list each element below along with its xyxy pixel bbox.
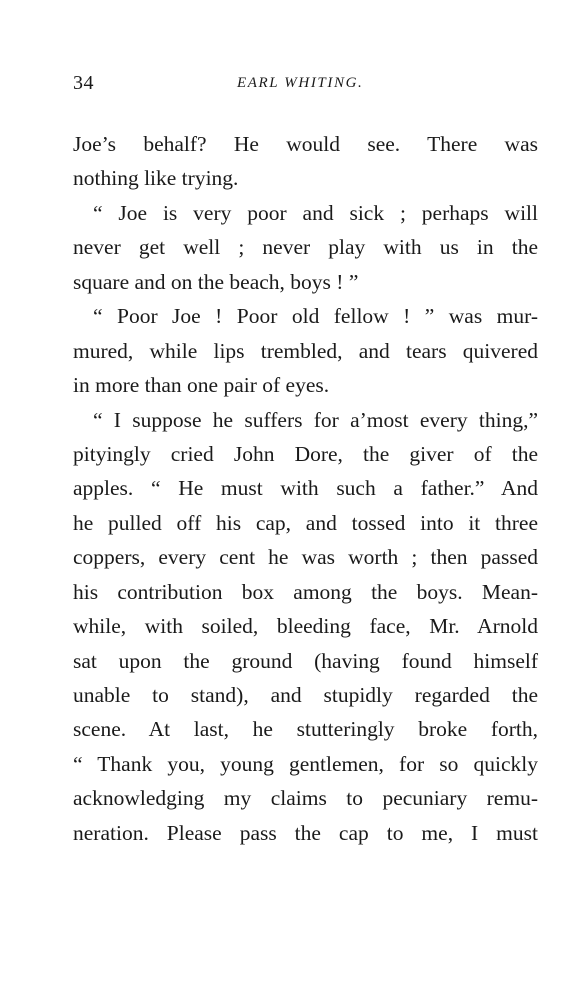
page-number: 34 — [73, 72, 94, 94]
text-line: in more than one pair of eyes. — [73, 373, 330, 398]
text-line: coppers, every cent he was worth ; then passed — [73, 545, 538, 570]
text-line: apples. “ He must with such a father.” And — [73, 476, 538, 501]
text-line: Joe’s behalf? He would see. There was — [73, 132, 538, 156]
text-line: “ I suppose he suffers for a’most every thing,” — [93, 407, 538, 432]
running-title: EARL WHITING. — [237, 75, 364, 91]
text-line: “ Thank you, young gentlemen, for so quickly — [73, 751, 538, 776]
text-line: while, with soiled, bleeding face, Mr. Arnold — [73, 614, 538, 639]
text-line: “ Joe is very poor and sick ; perhaps will — [93, 200, 538, 225]
text-line: scene. At last, he stutteringly broke forth, — [73, 717, 538, 742]
text-line: never get well ; never play with us in the — [73, 235, 538, 260]
text-line: his contribution box among the boys. Mean- — [73, 579, 538, 604]
text-line: nothing like trying. — [73, 166, 239, 191]
text-line: mured, while lips trembled, and tears quivered — [73, 338, 538, 363]
text-line: neration. Please pass the cap to me, I must — [73, 820, 538, 845]
text-line: acknowledging my claims to pecuniary remu- — [73, 786, 538, 811]
text-line: “ Poor Joe ! Poor old fellow ! ” was mur- — [93, 304, 538, 329]
text-line: square and on the beach, boys ! ” — [73, 269, 359, 294]
text-line: he pulled off his cap, and tossed into it three — [73, 510, 538, 535]
text-line: pityingly cried John Dore, the giver of the — [73, 441, 538, 466]
body-text — [73, 127, 538, 850]
text-line: sat upon the ground (having found himself — [73, 648, 538, 673]
page-header — [73, 72, 543, 102]
text-line: unable to stand), and stupidly regarded the — [73, 683, 538, 707]
